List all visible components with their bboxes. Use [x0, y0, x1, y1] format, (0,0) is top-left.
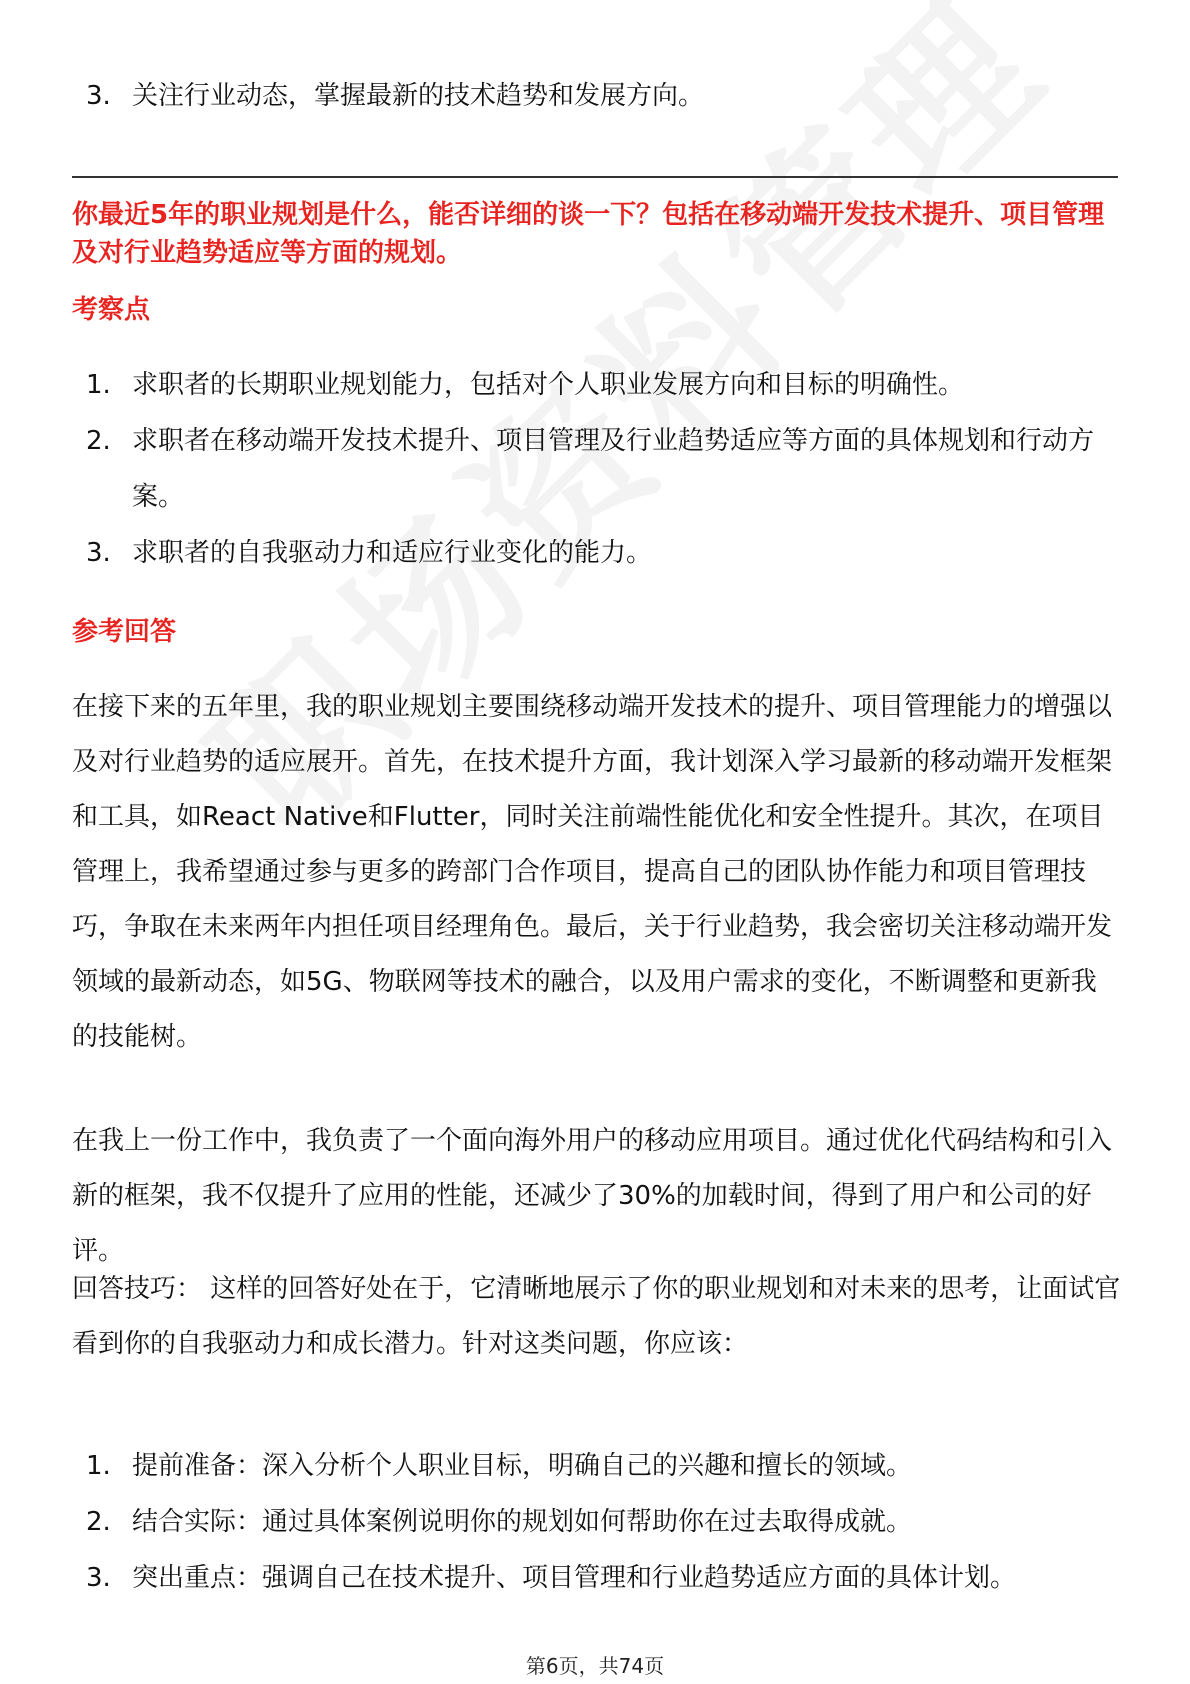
answer-paragraph: 在接下来的五年里，我的职业规划主要围绕移动端开发技术的提升、项目管理能力的增强以及对行业趋势的适应展开。首先，在技术提升方面，我计划深入学习最新的移动端开发框架和工具，如React Native和Flutter，同时关注前端性能优化和安全性提升。其次，在项目管理上，我希望通过参与更多的跨部门合作项目，提高自己的团队协作能力和项目管理技巧，争取在未来两年内担任项目经理角色。最后，关于行业趋势，我会密切关注移动端开发领域的最新动态，如5G、物联网等技术的融合，以及用户需求的变化，不断调整和更新我的技能树。 [72, 692, 1113, 1052]
list-item [86, 1438, 1116, 1494]
list-item-text: 提前准备：深入分析个人职业目标，明确自己的兴趣和擅长的领域。 [132, 1451, 913, 1481]
answer-tips-list [86, 1438, 1116, 1606]
answer-tips-intro: 回答技巧： 这样的回答好处在于，它清晰地展示了你的职业规划和对未来的思考，让面试官看到你的自我驱动力和成长潜力。针对这类问题，你应该： [72, 1274, 1121, 1359]
list-item [86, 525, 1116, 581]
list-item-text: 关注行业动态，掌握最新的技术趋势和发展方向。 [132, 81, 705, 111]
list-item [86, 1494, 1116, 1550]
list-item-text: 结合实际：通过具体案例说明你的规划如何帮助你在过去取得成就。 [132, 1507, 913, 1537]
list-item-number: 2. [86, 426, 111, 456]
interview-question: 你最近5年的职业规划是什么，能否详细的谈一下？包括在移动端开发技术提升、项目管理及对行业趋势适应等方面的规划。 [72, 200, 1105, 268]
previous-answer-list [86, 68, 1116, 124]
list-item-text: 求职者的自我驱动力和适应行业变化的能力。 [132, 538, 653, 568]
reference-answer-heading: 参考回答 [72, 617, 177, 647]
list-item-number: 2. [86, 1507, 111, 1537]
list-item-number: 1. [86, 1451, 111, 1481]
evaluation-points-list [86, 357, 1116, 581]
list-item-text: 求职者的长期职业规划能力，包括对个人职业发展方向和目标的明确性。 [132, 370, 965, 400]
list-item-text: 突出重点：强调自己在技术提升、项目管理和行业趋势适应方面的具体计划。 [132, 1563, 1017, 1593]
list-item-number: 1. [86, 370, 111, 400]
page-number-footer: 第6页，共74页 [525, 1654, 665, 1678]
list-item [86, 68, 1116, 124]
list-item-number: 3. [86, 1563, 111, 1593]
list-item [86, 357, 1116, 413]
list-item-text: 求职者在移动端开发技术提升、项目管理及行业趋势适应等方面的具体规划和行动方案。 [132, 426, 1095, 512]
list-item [86, 413, 1116, 525]
list-item [86, 1550, 1116, 1606]
list-item-number: 3. [86, 81, 111, 111]
answer-paragraph: 在我上一份工作中，我负责了一个面向海外用户的移动应用项目。通过优化代码结构和引入新的框架，我不仅提升了应用的性能，还减少了30%的加载时间，得到了用户和公司的好评。 [72, 1126, 1113, 1266]
evaluation-points-heading: 考察点 [72, 295, 151, 325]
section-divider [72, 176, 1118, 178]
list-item-number: 3. [86, 538, 111, 568]
